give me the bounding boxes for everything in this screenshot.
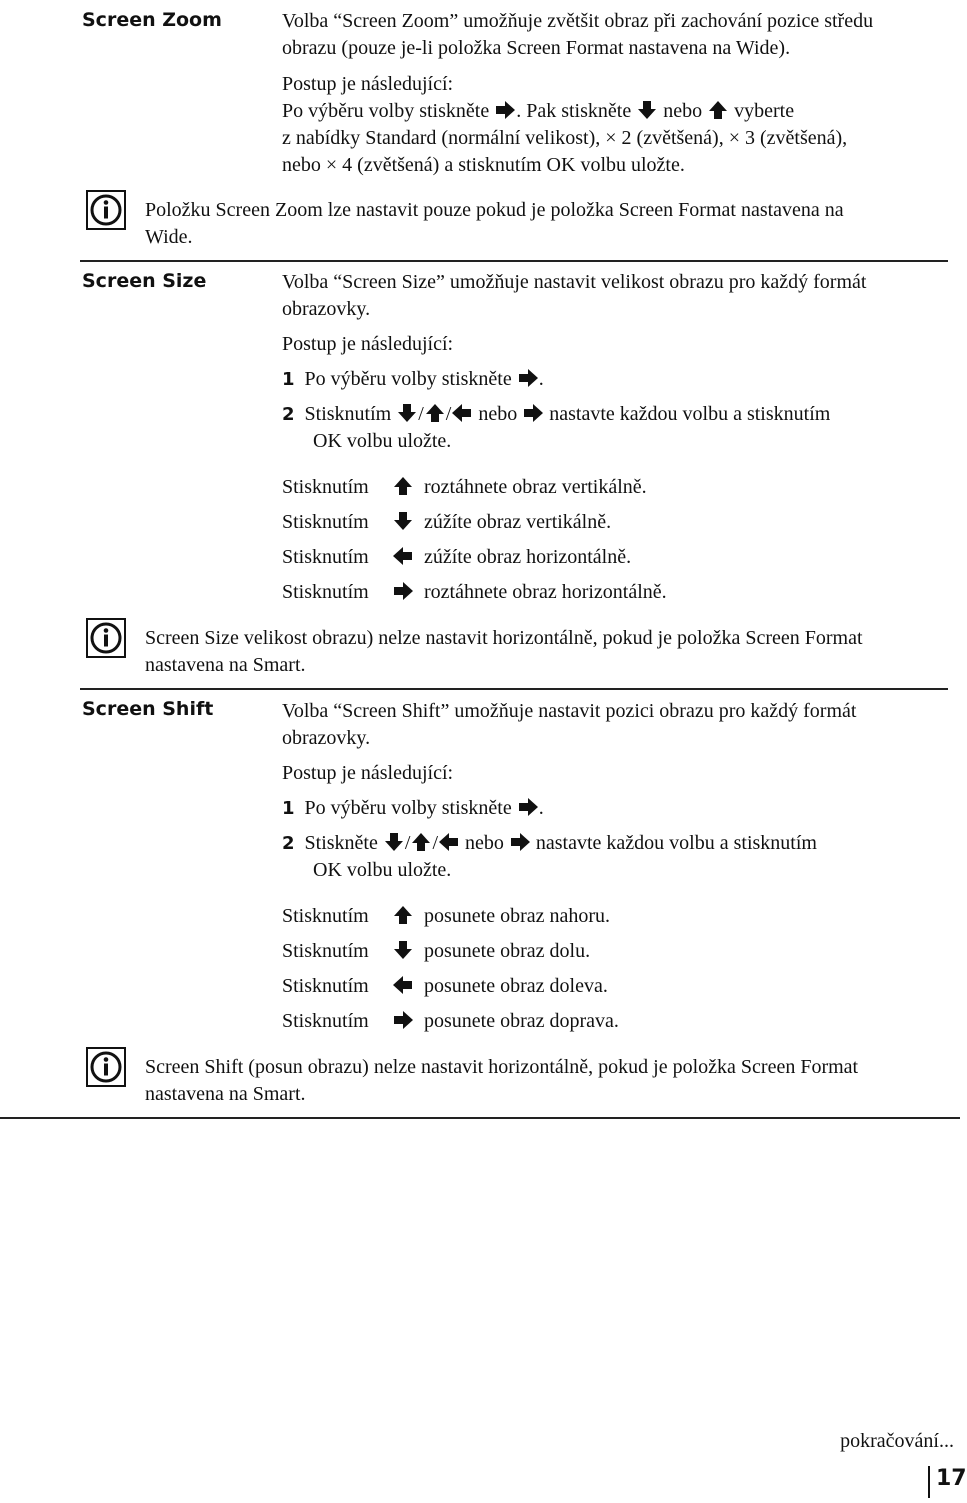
- arrow-up-icon: [707, 100, 729, 120]
- shift-step1: 1 Po výběru volby stiskněte .: [282, 797, 544, 819]
- arrow-right-icon: [517, 797, 539, 817]
- info-icon: [86, 190, 126, 230]
- arrow-down-icon: [396, 403, 418, 423]
- shift-note: [145, 1054, 950, 1108]
- arrow-right-icon: [392, 581, 414, 601]
- zoom-line4: nebo × 4 (zvětšená) a stisknutím OK volbu uložte.: [282, 154, 685, 176]
- shift-step2-c: OK volbu uložte.: [313, 859, 452, 881]
- arrow-right-icon: [392, 1010, 414, 1030]
- arrow-left-icon: [451, 403, 473, 423]
- page-number-separator: [928, 1466, 930, 1498]
- shift-desc-line2: obrazovky.: [282, 727, 371, 749]
- zoom-desc-line2: obrazu (pouze je-li položka Screen Format nastavena na Wide).: [282, 37, 791, 59]
- screen-zoom-body: [282, 8, 952, 179]
- step-number: 1: [282, 798, 295, 819]
- shift-press-right: Stisknutím posunete obraz doprava.: [282, 1010, 619, 1032]
- zoom-step-c: nebo: [663, 100, 703, 122]
- step-number: 2: [282, 833, 295, 854]
- shift-step2: 2 Stiskněte / / nebo nastavte každou volbu a stisknutím: [282, 832, 817, 854]
- shift-press-left: Stisknutím posunete obraz doleva.: [282, 975, 608, 997]
- size-press-down: Stisknutím zúžíte obraz vertikálně.: [282, 511, 612, 533]
- screen-shift-body: [282, 698, 952, 884]
- size-step1: 1 Po výběru volby stiskněte .: [282, 368, 544, 390]
- arrow-left-icon: [392, 546, 414, 566]
- arrow-right-icon: [522, 403, 544, 423]
- size-desc-line2: obrazovky.: [282, 298, 371, 320]
- zoom-step-b: . Pak stiskněte: [516, 100, 632, 122]
- section-divider: [80, 260, 948, 262]
- continued-label: pokračování...: [840, 1430, 954, 1452]
- zoom-step-line: [282, 98, 952, 125]
- screen-shift-heading: Screen Shift: [82, 698, 214, 720]
- size-step2: 2 Stisknutím / / nebo nastavte každou volbu a stisknutím: [282, 403, 831, 425]
- shift-press-down: Stisknutím posunete obraz dolu.: [282, 940, 591, 962]
- shift-note-line1: Screen Shift (posun obrazu) nelze nastavit horizontálně, pokud je položka Screen Format: [145, 1056, 859, 1078]
- bottom-divider: [0, 1117, 960, 1119]
- arrow-down-icon: [383, 832, 405, 852]
- arrow-up-icon: [424, 403, 446, 423]
- arrow-up-icon: [392, 905, 414, 925]
- shift-step2-nebo: nebo: [465, 832, 504, 854]
- size-step2-nebo: nebo: [478, 403, 518, 425]
- size-desc-line1: Volba “Screen Size” umožňuje nastavit velikost obrazu pro každý formát: [282, 271, 867, 293]
- size-note-line2: nastavena na Smart.: [145, 654, 306, 676]
- size-step2-b: nastavte každou volbu a stisknutím: [549, 403, 831, 425]
- info-icon: [86, 618, 126, 658]
- arrow-up-icon: [410, 832, 432, 852]
- size-note-line1: Screen Size velikost obrazu) nelze nastavit horizontálně, pokud je položka Screen Format: [145, 627, 863, 649]
- zoom-note: [145, 197, 945, 251]
- arrow-down-icon: [392, 511, 414, 531]
- step-number: 1: [282, 369, 295, 390]
- shift-press-up: Stisknutím posunete obraz nahoru.: [282, 905, 611, 927]
- arrow-left-icon: [438, 832, 460, 852]
- zoom-note-line1: Položku Screen Zoom lze nastavit pouze pokud je položka Screen Format nastavena na: [145, 199, 844, 221]
- shift-note-line2: nastavena na Smart.: [145, 1083, 306, 1105]
- zoom-step-d: vyberte: [734, 100, 795, 122]
- zoom-procedure: Postup je následující:: [282, 73, 454, 95]
- size-procedure: Postup je následující:: [282, 333, 454, 355]
- screen-size-heading: Screen Size: [82, 270, 207, 292]
- screen-zoom-heading: Screen Zoom: [82, 9, 222, 31]
- shift-step1-text: Po výběru volby stiskněte: [304, 797, 512, 819]
- size-step2-a: Stisknutím: [304, 403, 392, 425]
- size-step2-c: OK volbu uložte.: [313, 430, 452, 452]
- arrow-right-icon: [494, 100, 516, 120]
- shift-step2-b: nastavte každou volbu a stisknutím: [535, 832, 817, 854]
- size-press-left: Stisknutím zúžíte obraz horizontálně.: [282, 546, 632, 568]
- shift-step2-a: Stiskněte: [304, 832, 378, 854]
- shift-desc-line1: Volba “Screen Shift” umožňuje nastavit pozici obrazu pro každý formát: [282, 700, 857, 722]
- arrow-left-icon: [392, 975, 414, 995]
- arrow-down-icon: [636, 100, 658, 120]
- size-note: [145, 625, 950, 679]
- page-number: 17: [936, 1466, 967, 1491]
- section-divider: [80, 688, 948, 690]
- zoom-desc-line1: Volba “Screen Zoom” umožňuje zvětšit obraz při zachování pozice středu: [282, 10, 874, 32]
- zoom-step-a: Po výběru volby stiskněte: [282, 100, 490, 122]
- zoom-note-line2: Wide.: [145, 226, 193, 248]
- size-press-up: Stisknutím roztáhnete obraz vertikálně.: [282, 476, 647, 498]
- arrow-right-icon: [509, 832, 531, 852]
- size-press-right: Stisknutím roztáhnete obraz horizontálně.: [282, 581, 667, 603]
- shift-press-list: [282, 903, 952, 1043]
- zoom-line3: z nabídky Standard (normální velikost), × 2 (zvětšená), × 3 (zvětšená),: [282, 127, 848, 149]
- arrow-right-icon: [517, 368, 539, 388]
- size-step1-text: Po výběru volby stiskněte: [304, 368, 512, 390]
- shift-procedure: Postup je následující:: [282, 762, 454, 784]
- info-icon: [86, 1047, 126, 1087]
- arrow-down-icon: [392, 940, 414, 960]
- step-number: 2: [282, 404, 295, 425]
- screen-size-body: [282, 269, 952, 455]
- arrow-up-icon: [392, 476, 414, 496]
- size-press-list: [282, 474, 952, 614]
